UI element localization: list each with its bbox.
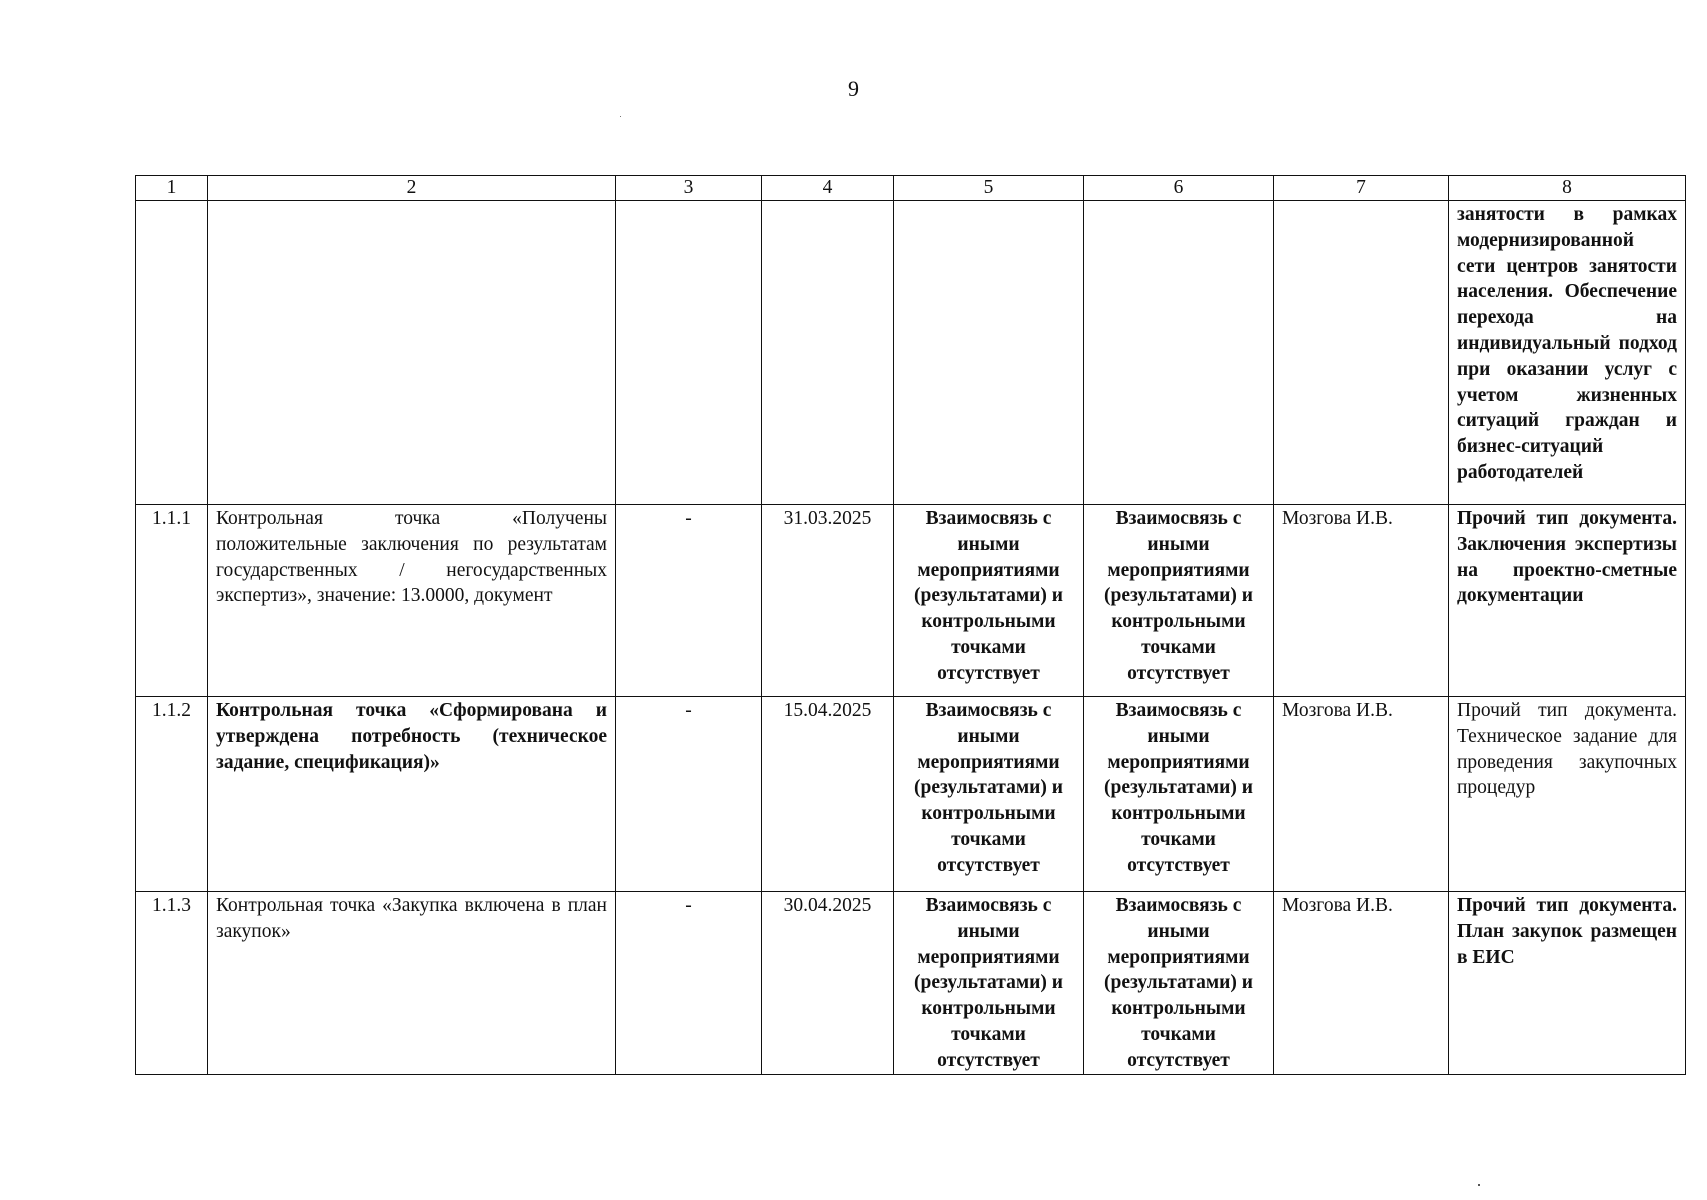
column-header-1: 1: [136, 176, 208, 201]
column-header-3: 3: [616, 176, 762, 201]
column-3-value: [616, 201, 762, 505]
table-row: [136, 505, 1686, 697]
column-header-4: 4: [762, 176, 894, 201]
column-header-5: 5: [894, 176, 1084, 201]
table-row-continuation: [136, 201, 1686, 505]
dependency-successors: [1084, 201, 1274, 505]
responsible-person: Мозгова И.В.: [1274, 892, 1449, 1075]
table-row: [136, 892, 1686, 1075]
dependency-successors: Взаимосвязь с иными мероприятиями (результатами) и контрольными точками отсутствует: [1084, 892, 1274, 1075]
column-header-7: 7: [1274, 176, 1449, 201]
responsible-person: Мозгова И.В.: [1274, 505, 1449, 697]
page-number: 9: [848, 76, 859, 101]
dependency-successors: Взаимосвязь с иными мероприятиями (результатами) и контрольными точками отсутствует: [1084, 697, 1274, 892]
column-3-value: -: [616, 697, 762, 892]
deadline-date: 31.03.2025: [762, 505, 894, 697]
scan-speck: [620, 116, 621, 117]
dependency-predecessors: Взаимосвязь с иными мероприятиями (результатами) и контрольными точками отсутствует: [894, 697, 1084, 892]
row-number: 1.1.1: [136, 505, 208, 697]
dependency-predecessors: Взаимосвязь с иными мероприятиями (результатами) и контрольными точками отсутствует: [894, 892, 1084, 1075]
row-number: 1.1.2: [136, 697, 208, 892]
responsible-person: [1274, 201, 1449, 505]
control-points-table: [135, 175, 1686, 1075]
table-row: [136, 697, 1686, 892]
column-header-2: 2: [208, 176, 616, 201]
column-header-6: 6: [1084, 176, 1274, 201]
column-3-value: -: [616, 505, 762, 697]
dependency-successors: Взаимосвязь с иными мероприятиями (результатами) и контрольными точками отсутствует: [1084, 505, 1274, 697]
result-document: Прочий тип документа. План закупок размещен в ЕИС: [1449, 892, 1686, 1075]
deadline-date: [762, 201, 894, 505]
control-point-name: Контрольная точка «Сформирована и утверждена потребность (техническое задание, спецификация)»: [208, 697, 616, 892]
row-number: 1.1.3: [136, 892, 208, 1075]
result-document: Прочий тип документа. Заключения экспертизы на проектно-сметные документации: [1449, 505, 1686, 697]
column-header-8: 8: [1449, 176, 1686, 201]
scan-speck: [1478, 1184, 1480, 1186]
deadline-date: 30.04.2025: [762, 892, 894, 1075]
table-header-row: [136, 176, 1686, 201]
control-point-name: [208, 201, 616, 505]
responsible-person: Мозгова И.В.: [1274, 697, 1449, 892]
dependency-predecessors: [894, 201, 1084, 505]
result-document: занятости в рамках модернизированной сети центров занятости населения. Обеспечение перехода на индивидуальный подход при оказании услуг с учетом жизненных ситуаций граждан и бизнес-ситуаций работодателей: [1449, 201, 1686, 505]
result-document: Прочий тип документа. Техническое задание для проведения закупочных процедур: [1449, 697, 1686, 892]
column-3-value: -: [616, 892, 762, 1075]
row-number: [136, 201, 208, 505]
deadline-date: 15.04.2025: [762, 697, 894, 892]
control-point-name: Контрольная точка «Закупка включена в план закупок»: [208, 892, 616, 1075]
dependency-predecessors: Взаимосвязь с иными мероприятиями (результатами) и контрольными точками отсутствует: [894, 505, 1084, 697]
control-point-name: Контрольная точка «Получены положительные заключения по результатам государственных / негосударственных экспертиз», значение: 13.0000, документ: [208, 505, 616, 697]
